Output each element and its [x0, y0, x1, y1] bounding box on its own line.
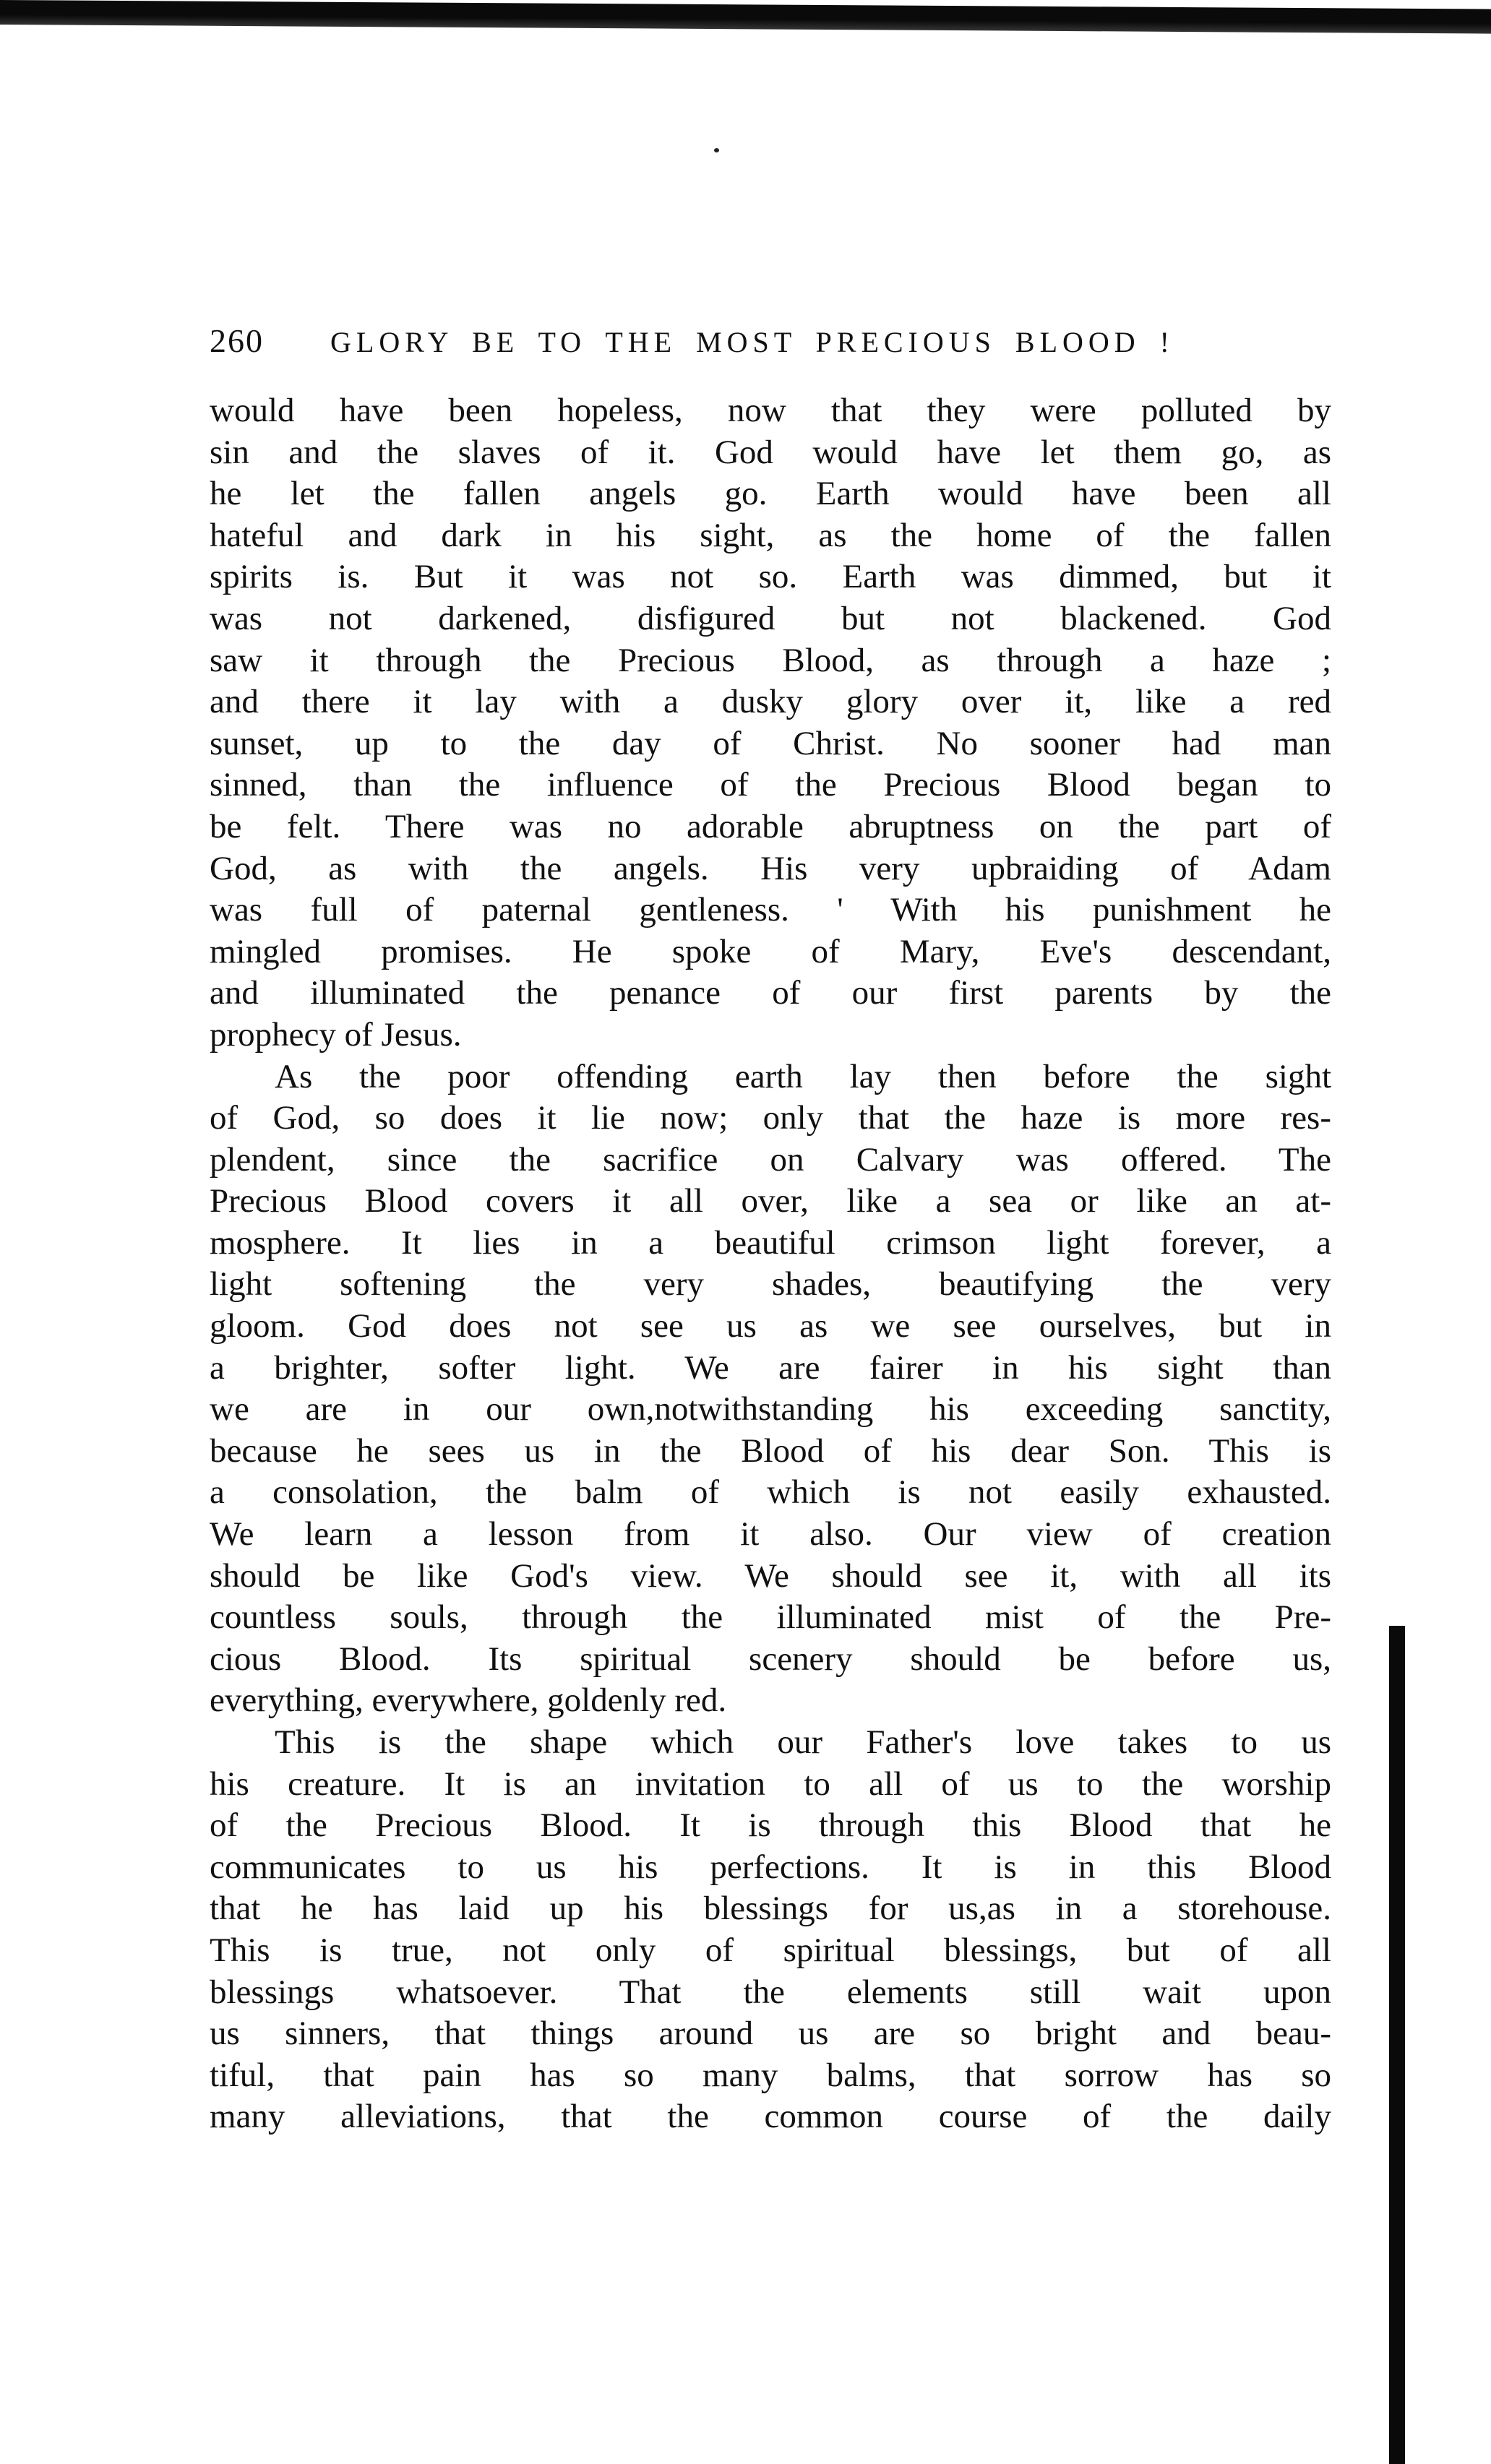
text-line: communicates to us his perfections. It is in this Blood — [210, 1848, 1331, 1886]
text-line: God, as with the angels. His very upbraiding of Adam — [210, 849, 1331, 887]
text-line: light softening the very shades, beautifying the very — [210, 1265, 1331, 1304]
text-line: cious Blood. Its spiritual scenery should be before us, — [210, 1640, 1331, 1678]
running-head — [210, 322, 1337, 365]
text-line: many alleviations, that the common course of the daily — [210, 2098, 1331, 2136]
page-number: 260 — [210, 322, 264, 359]
text-line: This is the shape which our Father's love takes to us — [275, 1723, 1331, 1761]
text-line: saw it through the Precious Blood, as through a haze ; — [210, 641, 1331, 679]
paragraph — [210, 1056, 1331, 1723]
text-line: hateful and dark in his sight, as the home of the fallen — [210, 516, 1331, 554]
text-line: prophecy of Jesus. — [210, 1015, 462, 1054]
text-line: we are in our own,notwithstanding his exceeding sanctity, — [210, 1390, 1331, 1429]
text-line: a consolation, the balm of which is not easily exhausted. — [210, 1473, 1331, 1512]
text-line: mosphere. It lies in a beautiful crimson light forever, a — [210, 1223, 1331, 1262]
text-line: was full of paternal gentleness. ' With his punishment he — [210, 891, 1331, 929]
text-line: because he sees us in the Blood of his dear Son. This is — [210, 1431, 1331, 1470]
text-line: and illuminated the penance of our first parents by the — [210, 974, 1331, 1012]
text-line: be felt. There was no adorable abruptness on the part of — [210, 807, 1331, 845]
paragraph — [210, 390, 1331, 1056]
text-line: a brighter, softer light. We are fairer in his sight than — [210, 1348, 1331, 1387]
scan-border-right — [1389, 1626, 1405, 2464]
text-line: should be like God's view. We should see it, with all its — [210, 1556, 1331, 1595]
text-line: of God, so does it lie now; only that the haze is more res- — [210, 1099, 1331, 1137]
text-line: countless souls, through the illuminated mist of the Pre- — [210, 1598, 1331, 1637]
text-line: mingled promises. He spoke of Mary, Eve's descendant, — [210, 932, 1331, 970]
text-line: us sinners, that things around us are so bright and beau- — [210, 2015, 1331, 2053]
text-line: would have been hopeless, now that they were polluted by — [210, 392, 1331, 429]
text-line: We learn a lesson from it also. Our view of creation — [210, 1515, 1331, 1554]
text-line: of the Precious Blood. It is through this Blood that he — [210, 1806, 1331, 1845]
text-line: that he has laid up his blessings for us,as in a storehouse. — [210, 1890, 1331, 1928]
paragraph — [210, 1722, 1331, 2138]
text-line: gloom. God does not see us as we see ourselves, but in — [210, 1307, 1331, 1345]
text-line: blessings whatsoever. That the elements still wait upon — [210, 1973, 1331, 2011]
text-line: was not darkened, disfigured but not blackened. God — [210, 599, 1331, 637]
scan-border-top — [0, 0, 1491, 34]
scan-speck — [714, 148, 719, 152]
text-line: As the poor offending earth lay then before the sight — [275, 1057, 1331, 1095]
text-line: everything, everywhere, goldenly red. — [210, 1681, 727, 1720]
text-line: he let the fallen angels go. Earth would have been all — [210, 475, 1331, 513]
text-line: spirits is. But it was not so. Earth was dimmed, but it — [210, 558, 1331, 596]
text-line: sinned, than the influence of the Precious Blood began to — [210, 766, 1331, 804]
text-line: plendent, since the sacrifice on Calvary was offered. The — [210, 1140, 1331, 1179]
text-line: sin and the slaves of it. God would have let them go, as — [210, 433, 1331, 471]
body-text — [210, 390, 1331, 2138]
text-line: sunset, up to the day of Christ. No sooner had man — [210, 724, 1331, 762]
running-title: GLORY BE TO THE MOST PRECIOUS BLOOD ! — [330, 326, 1174, 358]
text-line: Precious Blood covers it all over, like a sea or like an at- — [210, 1182, 1331, 1220]
text-line: tiful, that pain has so many balms, that sorrow has so — [210, 2056, 1331, 2094]
text-line: This is true, not only of spiritual blessings, but of all — [210, 1931, 1331, 1969]
text-line: his creature. It is an invitation to all of us to the worship — [210, 1765, 1331, 1803]
text-line: and there it lay with a dusky glory over it, like a red — [210, 683, 1331, 721]
